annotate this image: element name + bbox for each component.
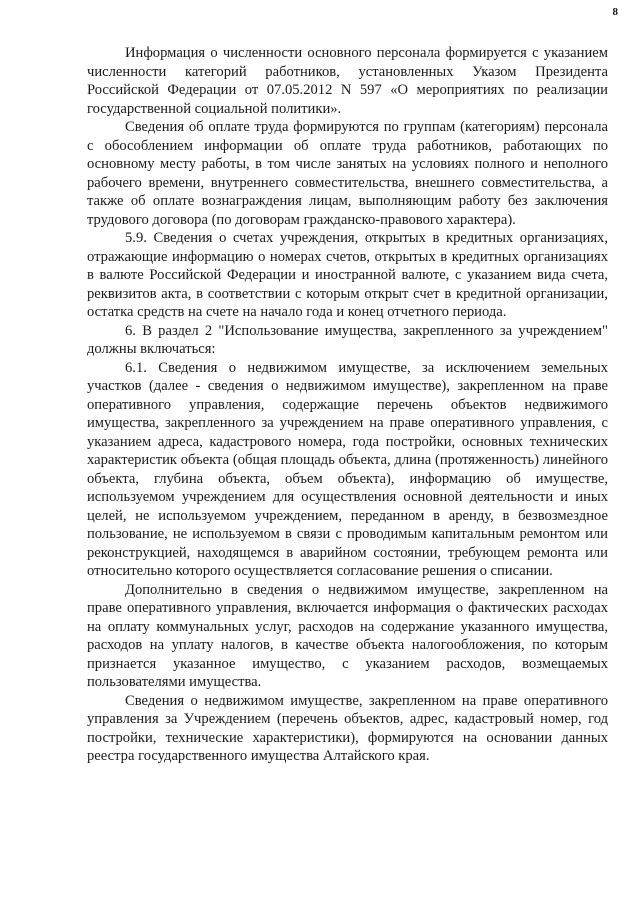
paragraph-section-2-intro: 6. В раздел 2 "Использование имущества, закрепленного за учреждением" должны включаться: — [87, 322, 608, 357]
paragraph-staff-info: Информация о численности основного персонала формируется с указанием численности категорий работников, установленных Указом Президента Российской Федерации от 07.05.2012 N 597 «О мероприятиях по реализации государственной социальной политики». — [87, 45, 608, 117]
paragraph-payroll-info: Сведения об оплате труда формируются по группам (категориям) персонала с обособлением информации об оплате труда работников, работающих по основному месту работы, в том числе занятых на условиях полного и неполного рабочего времени, внутреннего совместительства, внешнего совместительства, а также об оплате вознаграждения лицам, выполняющим работу без заключения трудового договора (по договорам гражданско-правового характера). — [87, 119, 608, 228]
page-number: 8 — [612, 6, 618, 18]
paragraph-real-estate: 6.1. Сведения о недвижимом имуществе, за исключением земельных участков (далее - сведения о недвижимом имуществе), закрепленном на праве оперативного управления, содержащие перечень объектов недвижимого имущества, закрепленного за учреждением на праве оперативного управления, с указанием адреса, кадастрового номера, года постройки, основных технических характеристик объекта (общая площадь объекта, длина (протяженность) линейного объекта, глубина объекта, объем объекта), информацию об имуществе, используемом учреждением для осуществления основной деятельности и иных целей, не используемом учреждением, переданном в аренду, в безвозмездное пользование, не используемом в связи с проводимым капитальным ремонтом или реконструкцией, находящемся в аварийном состоянии, требующем ремонта или относительно которого осуществляется согласование решения о списании. — [87, 359, 608, 579]
paragraph-bank-accounts: 5.9. Сведения о счетах учреждения, открытых в кредитных организациях, отражающие информацию о номерах счетов, открытых в кредитных организациях в валюте Российской Федерации и иностранной валюте, с указанием вида счета, реквизитов акта, в соответствии с которым открыт счет в кредитной организации, остатка средств на счете на начало года и конец отчетного периода. — [87, 230, 608, 320]
paragraph-additional-expenses: Дополнительно в сведения о недвижимом имуществе, закрепленном на праве оперативного управления, включается информация о фактических расходах на оплату коммунальных услуг, расходов на содержание указанного имущества, расходов на уплату налогов, в качестве объекта налогообложения, по которым признается указанное имущество, с указанием расходов, возмещаемых пользователями имущества. — [87, 581, 608, 690]
paragraph-registry-source: Сведения о недвижимом имуществе, закрепленном на праве оперативного управления за Учреждением (перечень объектов, адрес, кадастровый номер, год постройки, технические характеристики), формируются на основании данных реестра государственного имущества Алтайского края. — [87, 692, 608, 764]
document-body — [87, 44, 608, 766]
